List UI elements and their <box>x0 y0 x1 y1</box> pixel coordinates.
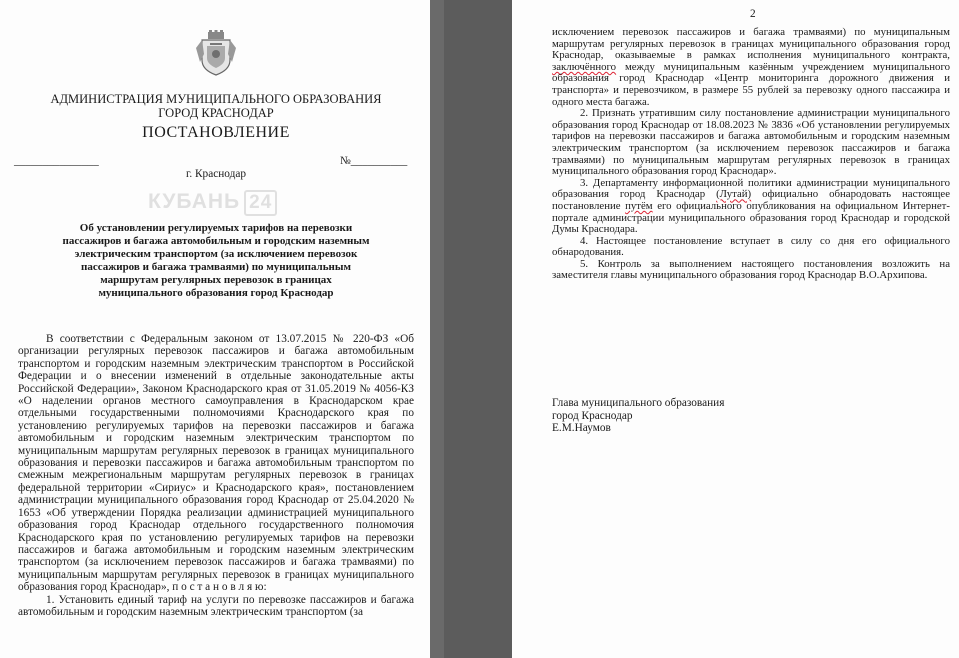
clause-3-text-c: его официального опубликования на официальном Интернет-портале администрации муниципального образования город Краснодар и городской Думы Краснодара. <box>552 199 950 236</box>
city-coat-of-arms-icon <box>196 30 236 76</box>
preamble-paragraph: В соответствии с Федеральным законом от 13.07.2015 № 220-ФЗ «Об организации регулярных перевозок пассажиров и багажа автомобильным транспортом и городским наземным электрическим транспортом в Российской Федерации и о внесении изменений в отдельные законодательные акты Российской Федерации», Законом Краснодарского края от 31.05.2019 № 4056-КЗ «О наделении органов местного самоуправления в Краснодарском крае отдельными государственными полномочиями Краснодарского края по установлению регулируемых тарифов на перевозки пассажиров и багажа автомобильным и городским наземным электрическим транспортом по муниципальным маршрутам регулярных перевозок в границах муниципального образования и перевозки пассажиров и багажа автомобильным транспортом по смежным межрегиональным маршрутам регулярных перевозок в границах федеральной территории «Сириус» и Краснодарского края», постановлением администрации муниципального образования город Краснодар от 25.04.2020 № 1653 «Об утверждении Порядка реализации администрацией муниципального образования город Краснодар отдельного государственного полномочия Краснодарского края по установлению регулируемых тарифов на перевозки пассажиров и багажа автомобильным и городским наземным электрическим транспортом (за исключением перевозок пассажиров и багажа трамваями) по муниципальным маршрутам регулярных перевозок в границах муниципального образования город Краснодар», п о с т а н о в л я ю: <box>18 333 414 594</box>
clause-1-paragraph: 1. Установить единый тариф на услуги по перевозке пассажиров и багажа автомобильным и городским наземным электрическим транспортом (за <box>18 593 414 618</box>
clause-3-paragraph <box>552 178 950 236</box>
document-body <box>18 333 414 618</box>
document-subject: Об установлении регулируемых тарифов на перевозки пассажиров и багажа автомобильным и городским наземным электрическим транспортом (за исключением перевозок пассажиров и багажа трамваями) по муниципальным маршрутам регулярных перевозок в границах муниципального образования город Краснодар <box>62 222 370 299</box>
clause-1-continued <box>552 27 950 108</box>
watermark <box>148 190 277 216</box>
document-body-continued <box>552 27 950 282</box>
number-blank: №__________ <box>340 155 408 167</box>
signature-title: Глава муниципального образования <box>552 397 725 409</box>
clause-3-text-a: 3. Департаменту информационной политики администрации муниципального образования город Краснодар <box>552 176 950 201</box>
doc-type-title: ПОСТАНОВЛЕНИЕ <box>142 124 290 141</box>
document-page-2 <box>512 0 959 658</box>
clause-1-text-a: исключением перевозок пассажиров и багажа трамваями) по муниципальным маршрутам регулярных перевозок в границах муниципального образования город Краснодар, оказываемые в рамках исполнения муниципального контракта, <box>552 26 950 62</box>
spellcheck-word-2: путём <box>625 199 653 212</box>
clause-3-text-b: официально обнародовать настоящее постановление <box>552 188 951 212</box>
spellcheck-word: заключённого <box>552 60 617 73</box>
clause-4-paragraph: 4. Настоящее постановление вступает в силу со дня его официального обнародования. <box>552 234 950 259</box>
watermark-number: 24 <box>244 190 277 216</box>
header-org-line2: ГОРОД КРАСНОДАР <box>158 106 274 120</box>
document-page-1 <box>0 0 430 658</box>
signature-block <box>552 397 724 435</box>
signature-city: город Краснодар <box>552 409 633 422</box>
clause-2-paragraph: 2. Признать утратившим силу постановление администрации муниципального образования город Краснодар от 18.08.2023 № 3836 «Об установлении регулируемых тарифов на перевозки пассажиров и багажа автомобильным и городским наземным электрическим транспортом (за исключением перевозок пассажиров и багажа трамваями) по муниципальным маршрутам регулярных перевозок в границах муниципального образования город Краснодар». <box>552 107 950 178</box>
signature-name: Е.М.Наумов <box>552 422 611 435</box>
watermark-text: КУБАНЬ <box>148 190 241 213</box>
clause-5-paragraph: 5. Контроль за выполнением настоящего постановления возложить на заместителя главы муниципального образования город Краснодар В.О.Архипова. <box>552 257 950 282</box>
date-blank: _______________ <box>14 155 99 167</box>
viewer-gutter <box>444 0 512 658</box>
page-divider <box>430 0 444 658</box>
place-label: г. Краснодар <box>186 168 246 180</box>
clause-1-text-b: между муниципальным казённым учреждением муниципального образования город Краснодар «Центр мониторинга дорожного движения и транспорта» и перевозчиком, в размере 55 рублей за перевозку одного пассажира и одного места багажа. <box>552 60 951 108</box>
page-number: 2 <box>750 8 756 20</box>
header-org-line1: АДМИНИСТРАЦИЯ МУНИЦИПАЛЬНОГО ОБРАЗОВАНИЯ <box>50 92 382 106</box>
spellcheck-name: (Лутай) <box>716 188 752 201</box>
